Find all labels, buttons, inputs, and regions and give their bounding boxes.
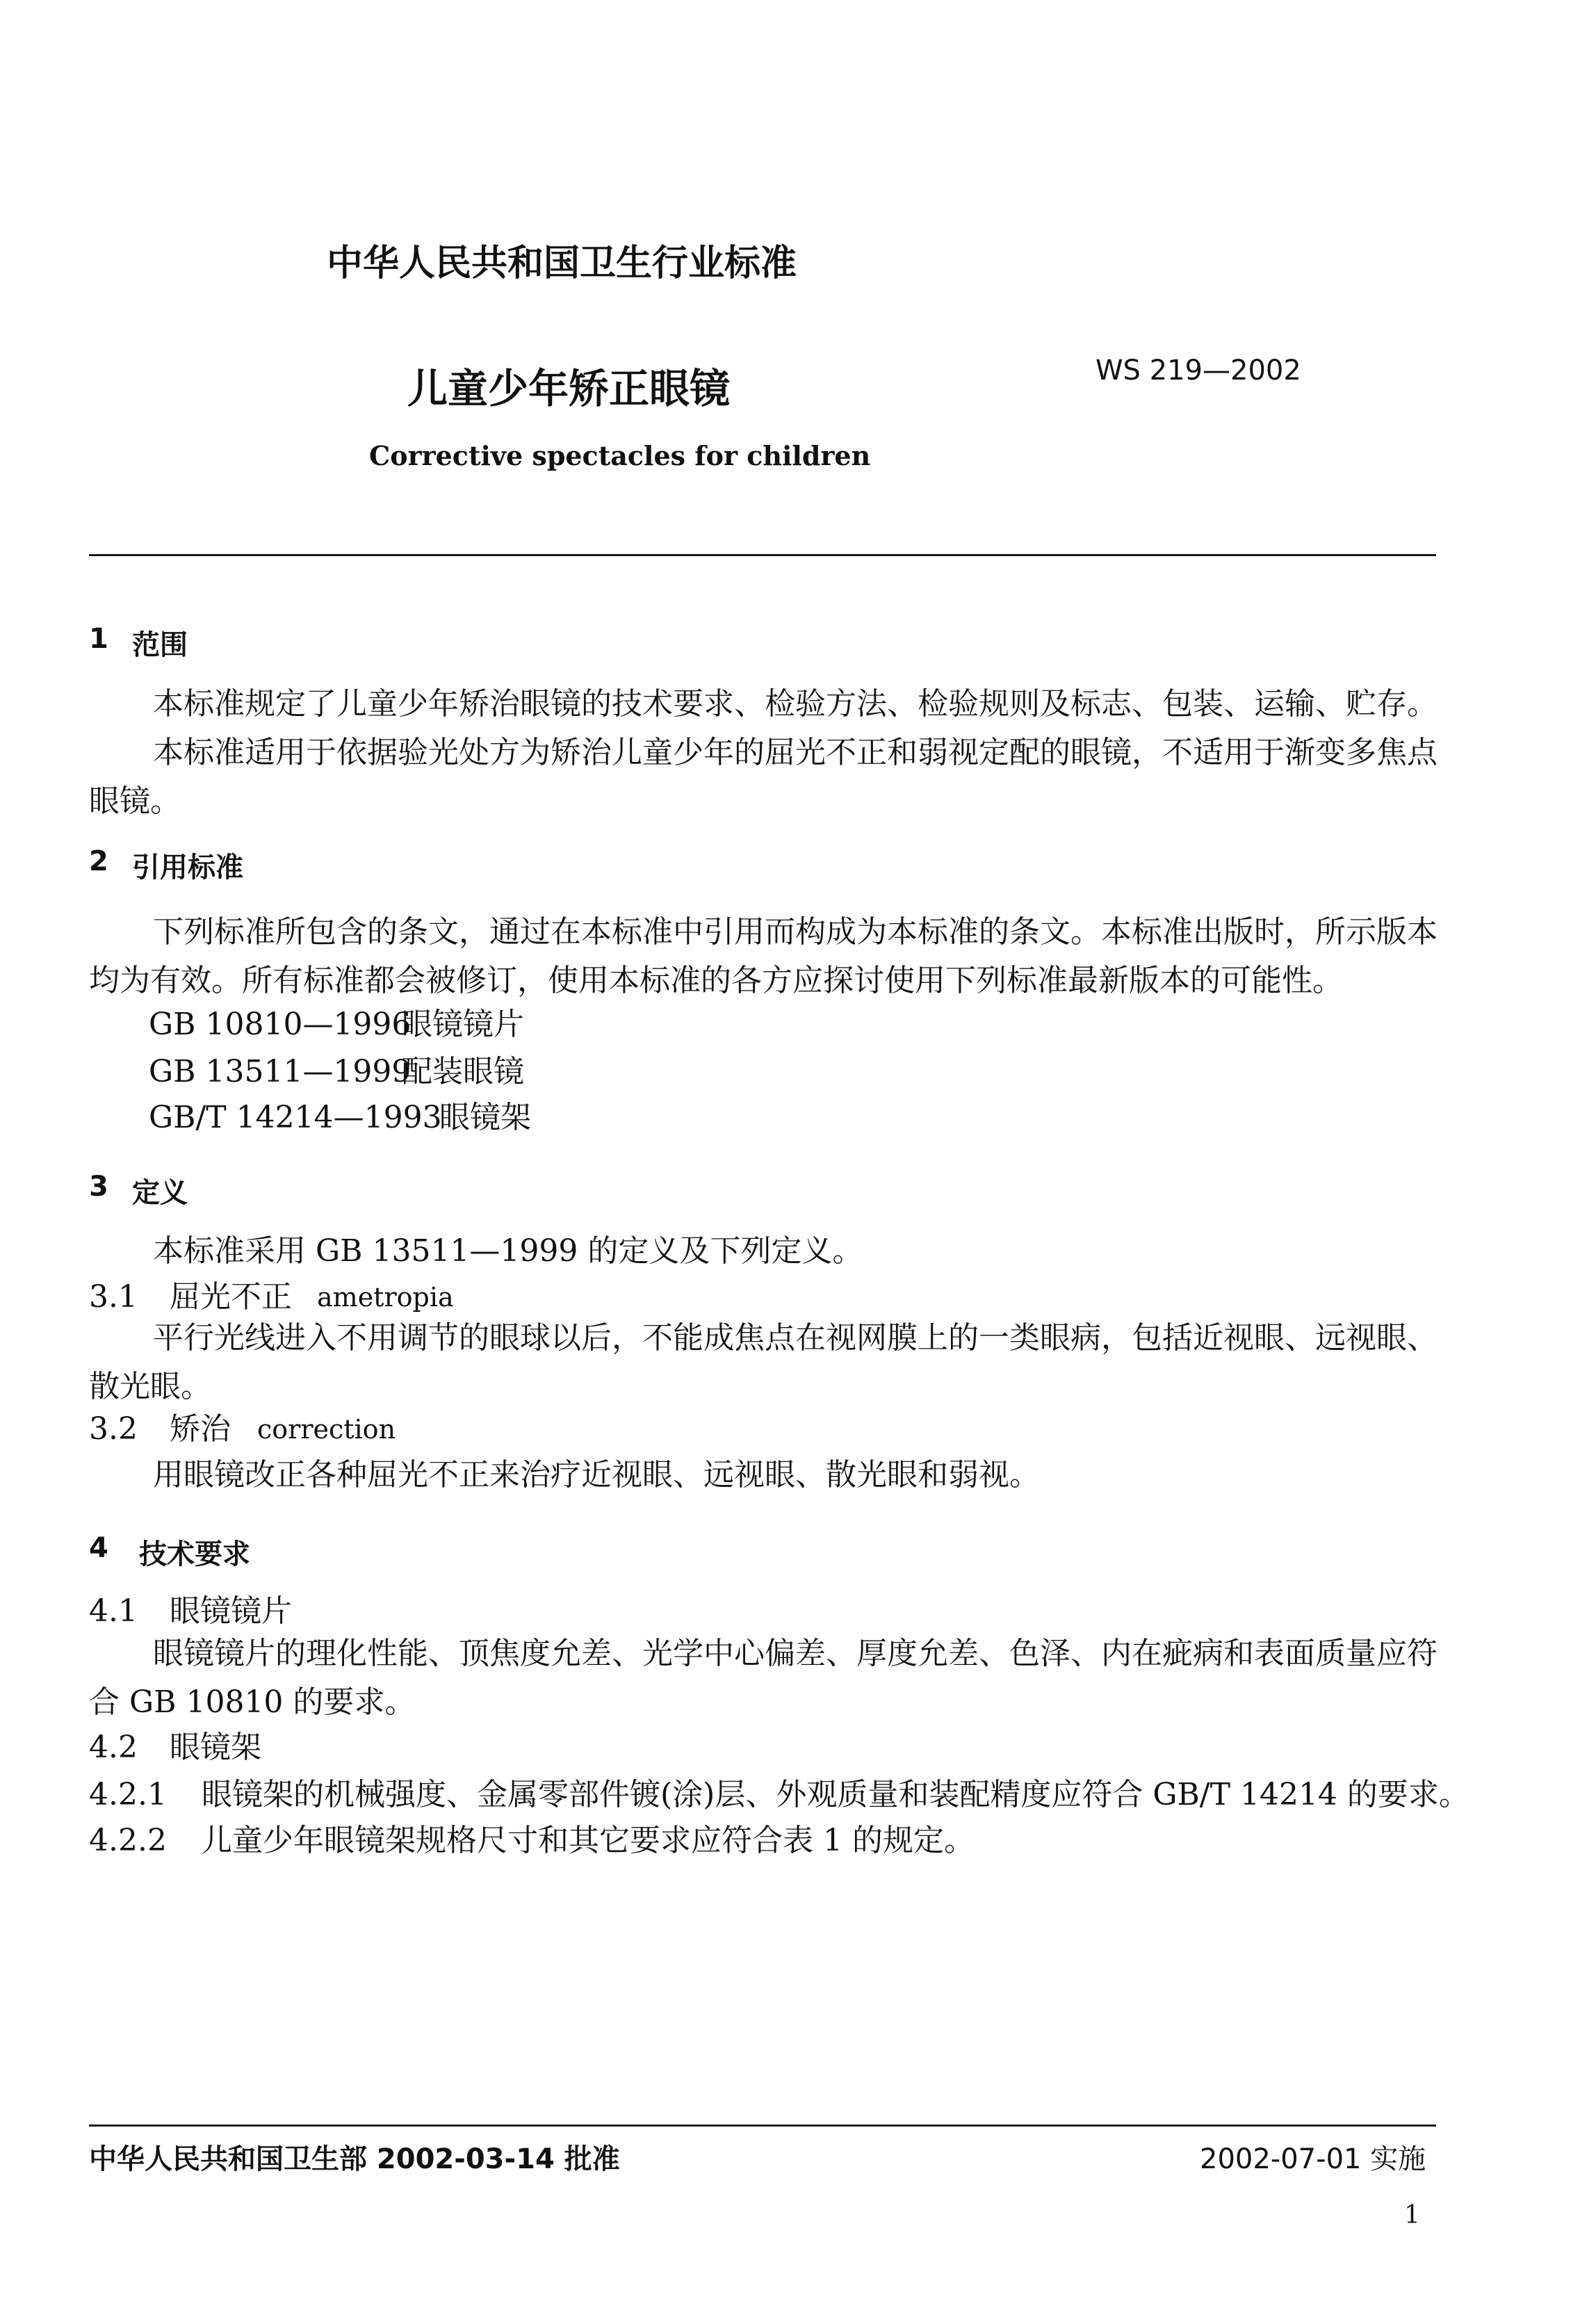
- header-divider: [89, 554, 1436, 556]
- section-4-title: 技术要求: [139, 1538, 250, 1570]
- document-title-en: Corrective spectacles for children: [369, 440, 871, 471]
- reference-code: GB/T 14214—1993: [149, 1100, 442, 1135]
- clause-4-1-title: 眼镜镜片: [170, 1593, 292, 1629]
- section-1-paragraph-2: 本标准适用于依据验光处方为矫治儿童少年的屈光不正和弱视定配的眼镜，不适用于渐变多焦点眼镜。: [89, 735, 1438, 819]
- reference-code: GB 10810—1996: [149, 1007, 412, 1042]
- section-1-paragraph-1: 本标准规定了儿童少年矫治眼镜的技术要求、检验方法、检验规则及标志、包装、运输、贮存。: [153, 686, 1438, 722]
- approval-line: 中华人民共和国卫生部 2002-03-14 批准: [89, 2143, 620, 2175]
- section-2-number: 2: [89, 845, 108, 877]
- section-1-number: 1: [89, 623, 108, 655]
- definition-3-1-english: ametropia: [317, 1282, 454, 1313]
- reference-code: GB 13511—1999: [149, 1054, 412, 1089]
- clause-4-1-number: 4.1: [89, 1593, 138, 1629]
- definition-3-2-term: 矫治: [170, 1411, 231, 1447]
- issuer-title: 中华人民共和国卫生行业标准: [327, 243, 797, 284]
- footer-divider: [89, 2124, 1436, 2127]
- clause-4-2-2-text: 儿童少年眼镜架规格尺寸和其它要求应符合表 1 的规定。: [202, 1823, 975, 1858]
- definition-3-2-number: 3.2: [89, 1411, 138, 1447]
- standard-code: WS 219—2002: [1096, 355, 1301, 387]
- definition-3-2-english: correction: [257, 1414, 396, 1445]
- clause-4-2-2-number: 4.2.2: [89, 1823, 167, 1858]
- reference-name: 眼镜架: [439, 1100, 531, 1135]
- definition-3-1-number: 3.1: [89, 1279, 138, 1315]
- clause-4-2-1-text: 眼镜架的机械强度、金属零部件镀(涂)层、外观质量和装配精度应符合 GB/T 14214 的要求。: [202, 1777, 1469, 1812]
- clause-4-2-number: 4.2: [89, 1730, 138, 1765]
- section-4-number: 4: [89, 1532, 108, 1564]
- document-title-cn: 儿童少年矫正眼镜: [407, 365, 731, 412]
- clause-4-1-text: 眼镜镜片的理化性能、顶焦度允差、光学中心偏差、厚度允差、色泽、内在疵病和表面质量应符合 GB 10810 的要求。: [89, 1636, 1438, 1720]
- section-1-title: 范围: [132, 629, 188, 661]
- reference-name: 配装眼镜: [402, 1054, 524, 1089]
- section-3-number: 3: [89, 1171, 108, 1203]
- effective-date: 2002-07-01 实施: [1200, 2143, 1426, 2175]
- section-2-title: 引用标准: [132, 852, 243, 884]
- reference-name: 眼镜镜片: [402, 1007, 524, 1042]
- clause-4-2-1-number: 4.2.1: [89, 1777, 167, 1812]
- definition-3-2-text: 用眼镜改正各种屈光不正来治疗近视眼、远视眼、散光眼和弱视。: [153, 1457, 1040, 1493]
- page-number: 1: [1404, 2201, 1420, 2229]
- section-3-title: 定义: [132, 1177, 188, 1209]
- section-3-intro: 本标准采用 GB 13511—1999 的定义及下列定义。: [153, 1233, 863, 1269]
- definition-3-1-text: 平行光线进入不用调节的眼球以后，不能成焦点在视网膜上的一类眼病，包括近视眼、远视眼、散光眼。: [89, 1320, 1438, 1404]
- clause-4-2-title: 眼镜架: [170, 1730, 261, 1765]
- section-2-paragraph: 下列标准所包含的条文，通过在本标准中引用而构成为本标准的条文。本标准出版时，所示版本均为有效。所有标准都会被修订，使用本标准的各方应探讨使用下列标准最新版本的可能性。: [89, 914, 1438, 998]
- definition-3-1-term: 屈光不正: [170, 1279, 292, 1315]
